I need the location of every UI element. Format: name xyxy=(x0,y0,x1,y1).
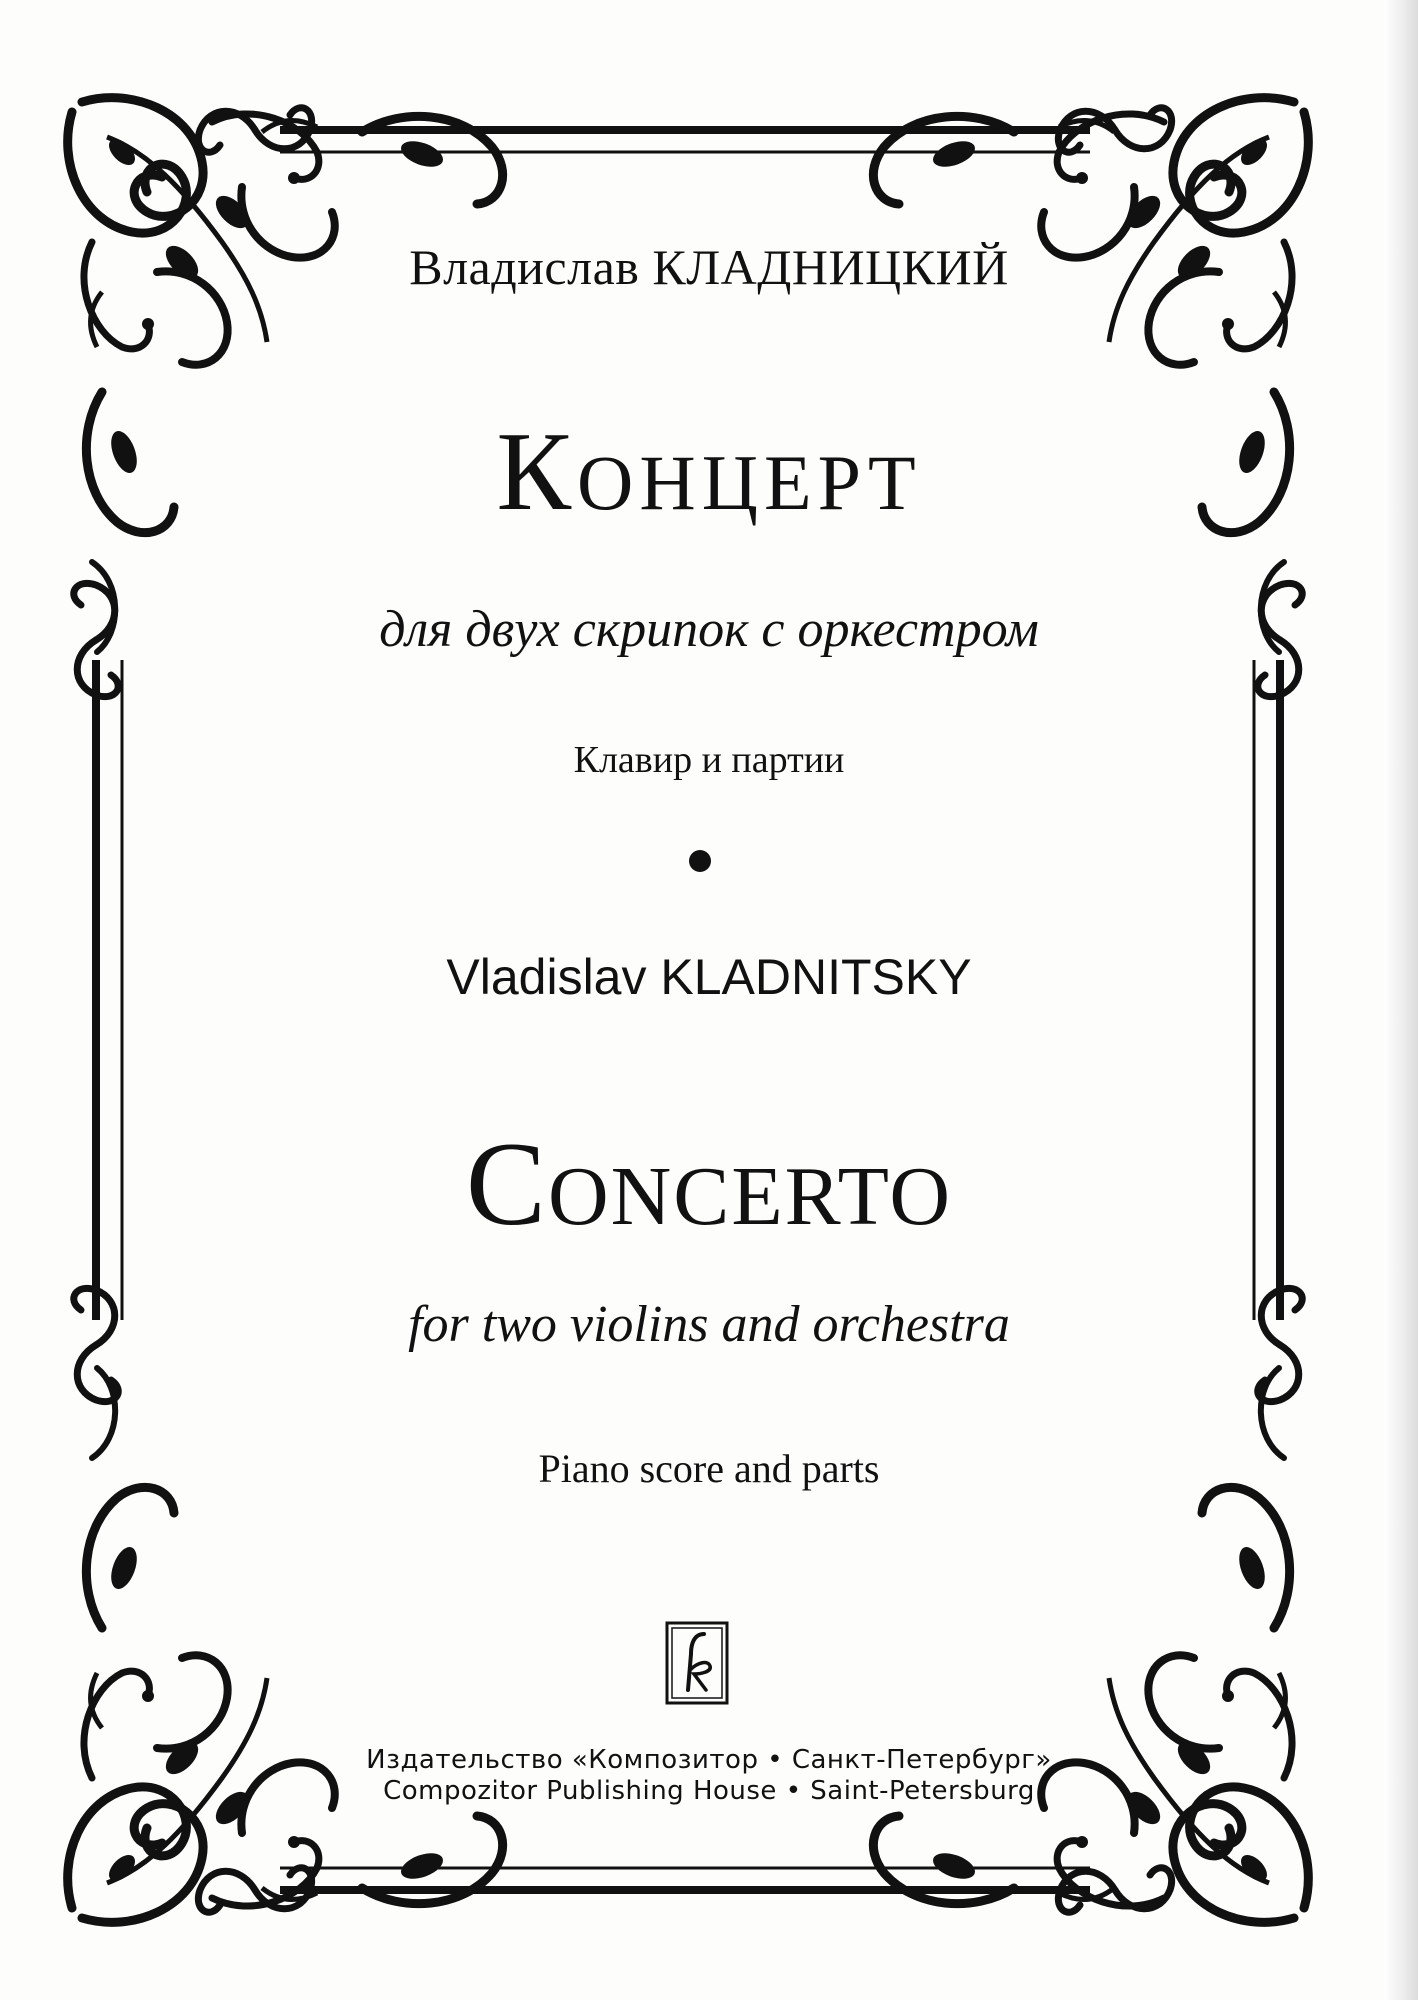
publisher-k-logo-icon xyxy=(664,1620,730,1706)
composer-name-en: Vladislav KLADNITSKY xyxy=(446,949,972,1005)
edition-scoring-ru: Клавир и партии xyxy=(573,739,845,781)
separator-bullet xyxy=(689,850,711,872)
publisher-line-en: Compozitor Publishing House • Saint-Petersburg xyxy=(383,1776,1035,1806)
work-title-ru: Концерт xyxy=(496,410,922,534)
work-title-en: Concerto xyxy=(465,1117,953,1250)
work-subtitle-ru: для двух скрипок с оркестром xyxy=(379,601,1039,658)
composer-name-ru: Владислав КЛАДНИЦКИЙ xyxy=(409,239,1009,295)
work-subtitle-en: for two violins and orchestra xyxy=(408,1296,1010,1353)
edition-scoring-en: Piano score and parts xyxy=(538,1446,880,1491)
publisher-line-ru: Издательство «Композитор • Санкт-Петербург» xyxy=(366,1745,1052,1775)
corner-ornament-top-right xyxy=(873,98,1308,652)
corner-ornament-top-left xyxy=(68,98,503,652)
